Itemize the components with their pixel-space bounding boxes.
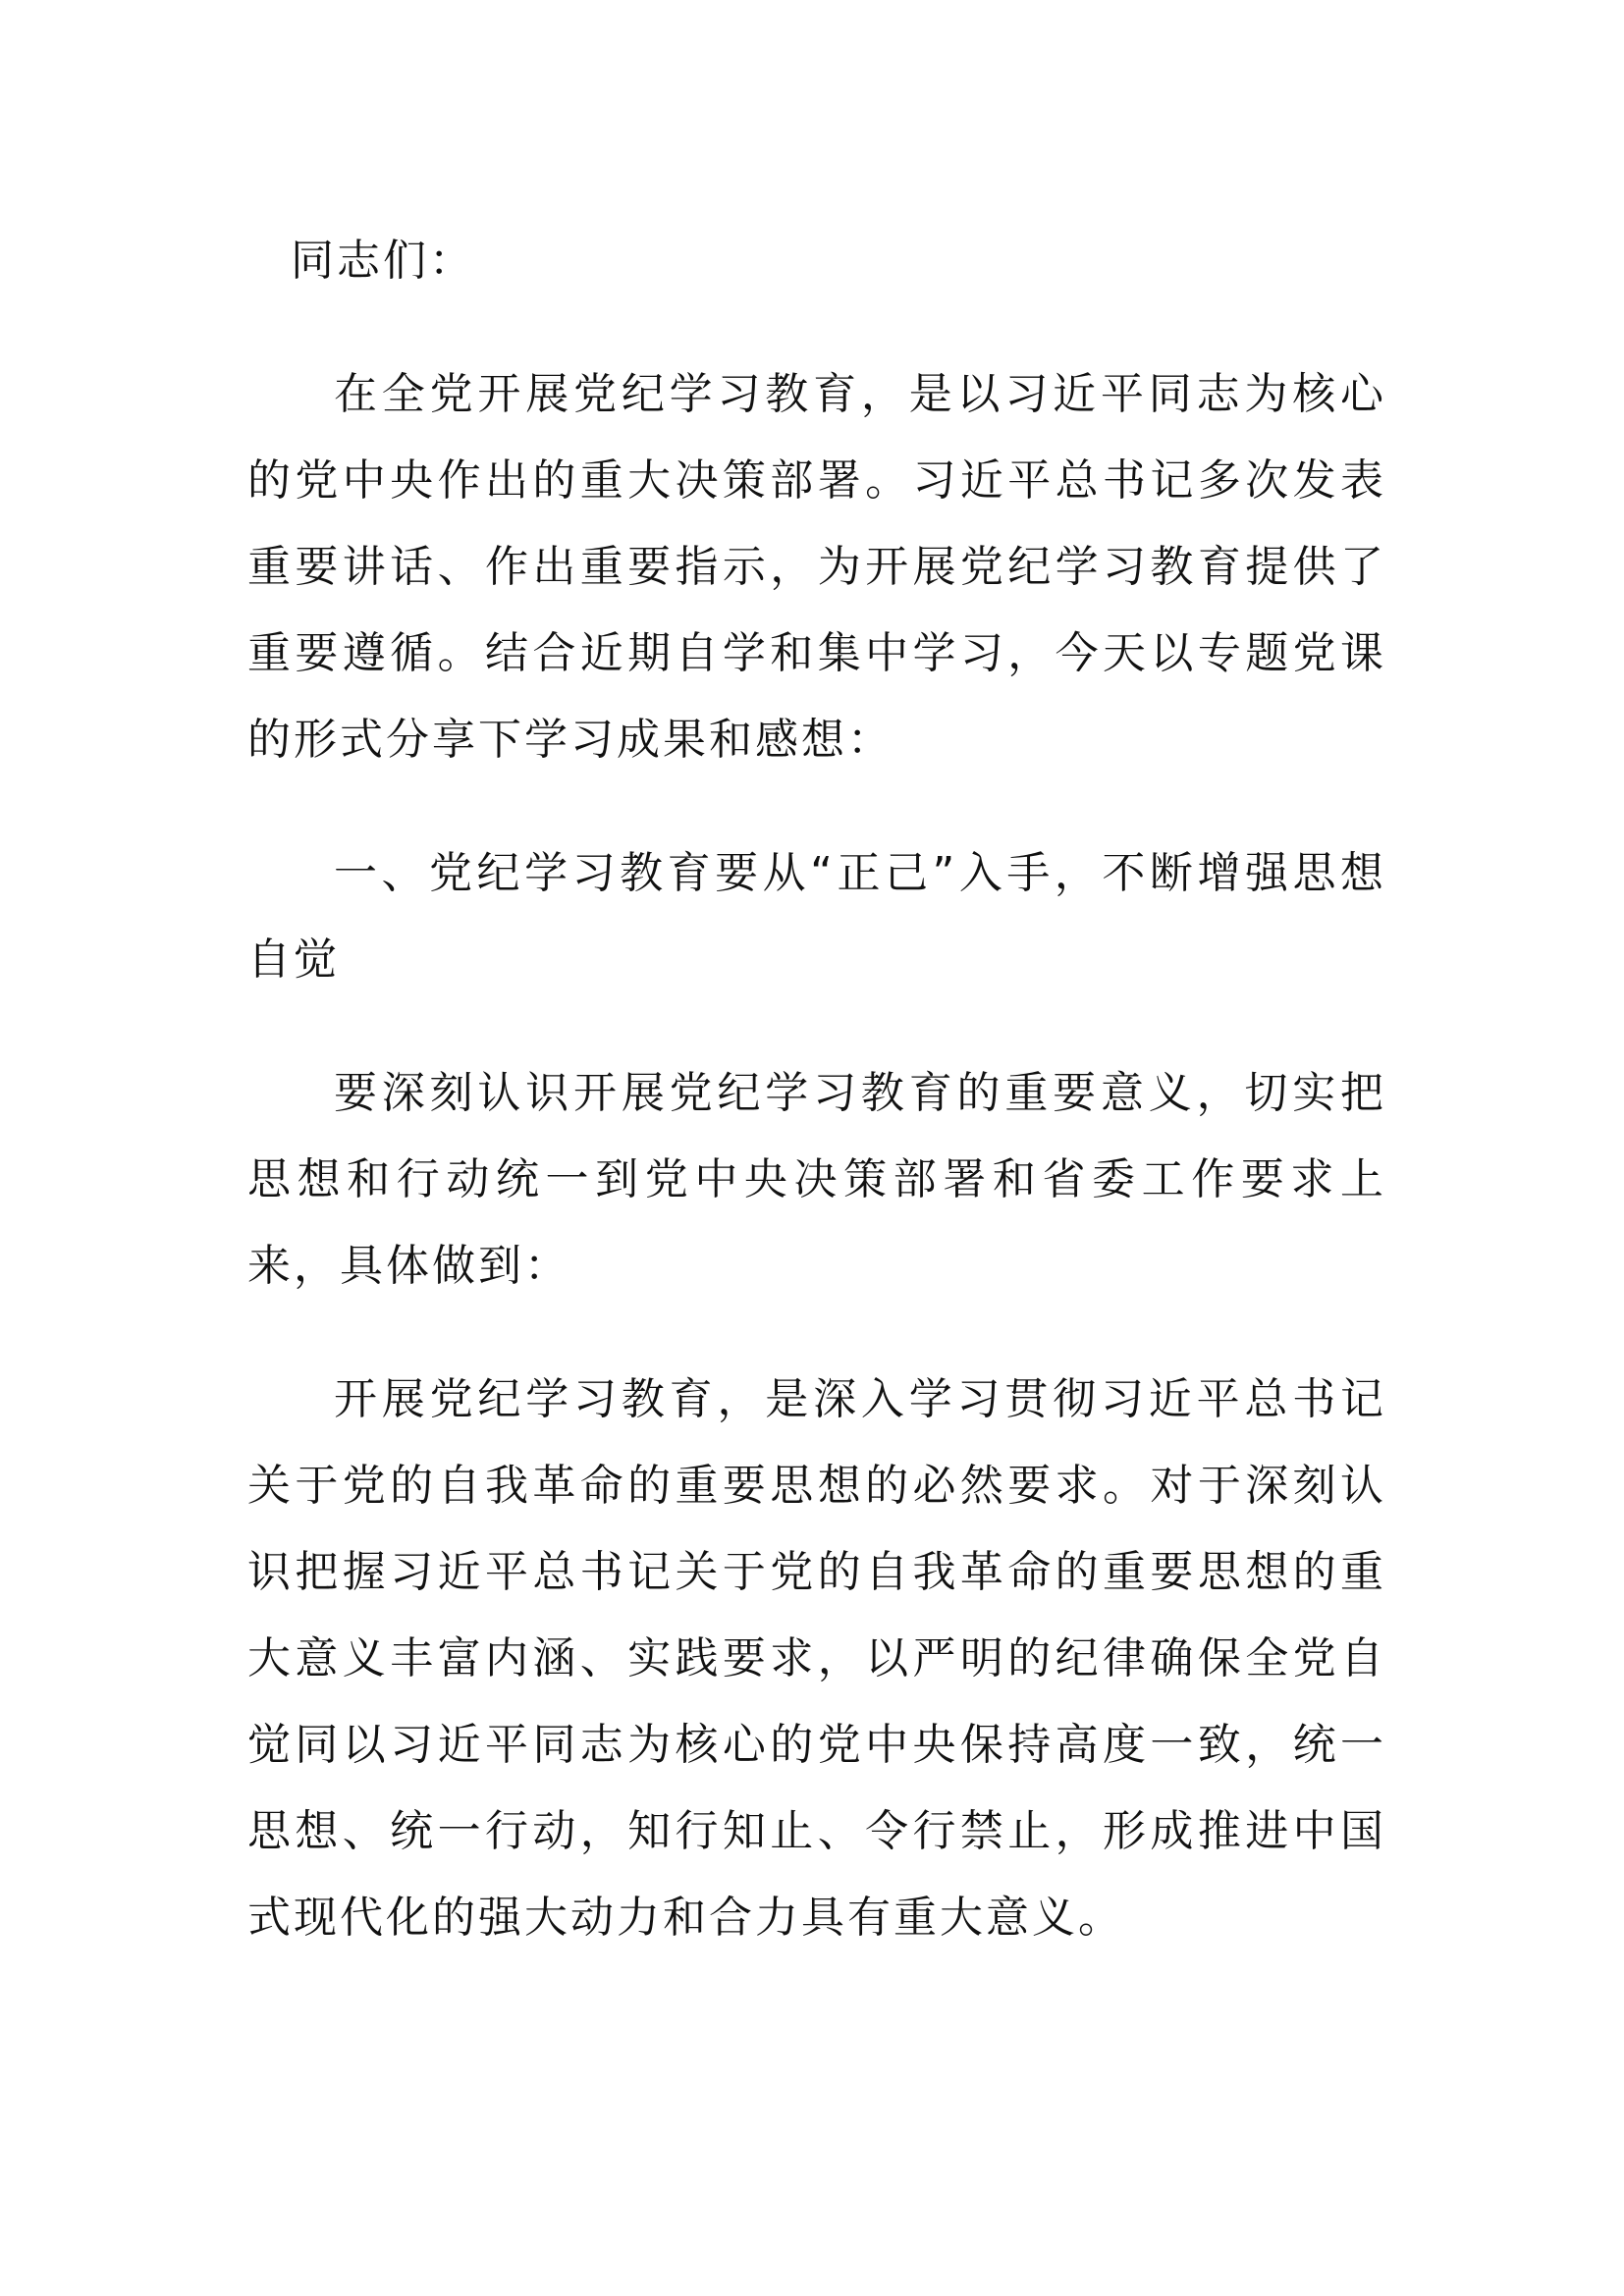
section-heading-1: 一、党纪学习教育要从“正己”入手，不断增强思想自觉 (247, 848, 1386, 985)
paragraph-requirement: 要深刻认识开展党纪学习教育的重要意义，切实把思想和行动统一到党中央决策部署和省委工作要求上来，具体做到： (247, 1068, 1386, 1291)
document-body (247, 218, 1386, 2008)
salutation: 同志们： (291, 236, 475, 286)
paragraph-intro: 在全党开展党纪学习教育，是以习近平同志为核心的党中央作出的重大决策部署。习近平总书记多次发表重要讲话、作出重要指示，为开展党纪学习教育提供了重要遵循。结合近期自学和集中学习，今天以专题党课的形式分享下学习成果和感想： (247, 369, 1386, 765)
paragraph-significance: 开展党纪学习教育，是深入学习贯彻习近平总书记关于党的自我革命的重要思想的必然要求。对于深刻认识把握习近平总书记关于党的自我革命的重要思想的重大意义丰富内涵、实践要求，以严明的纪律确保全党自觉同以习近平同志为核心的党中央保持高度一致，统一思想、统一行动，知行知止、令行禁止，形成推进中国式现代化的强大动力和合力具有重大意义。 (247, 1374, 1386, 1943)
